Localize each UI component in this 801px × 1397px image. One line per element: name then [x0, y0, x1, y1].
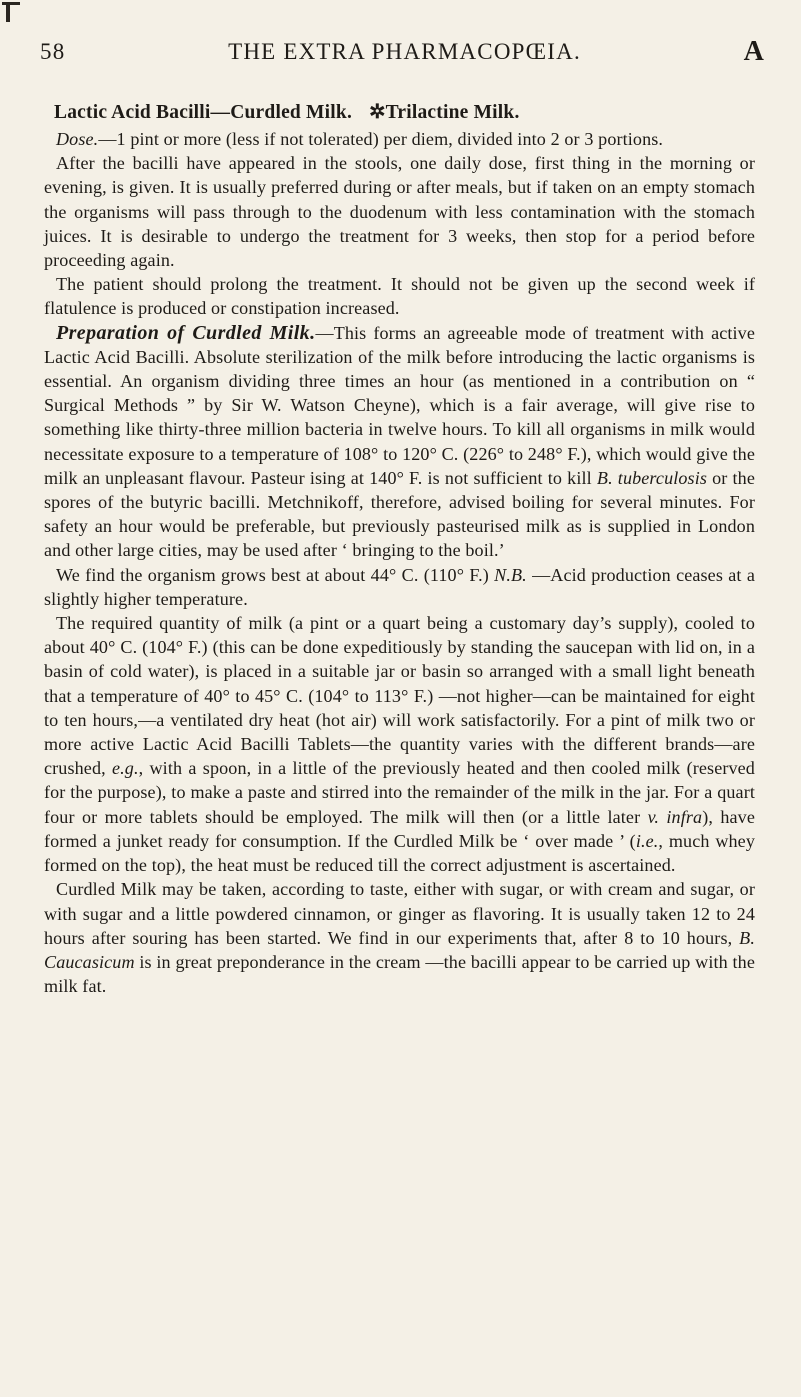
- abbr-ie: i.e.: [635, 830, 659, 851]
- page-corner-mark: [0, 0, 30, 26]
- duration-paragraph: The patient should prolong the treatment. It should not be given up the second week if flatulence is produced or constipation increased.: [44, 274, 755, 319]
- serving-text-b: is in great preponderance in the cream —the bacilli appear to be carried up with the milk fat.: [44, 951, 755, 997]
- running-header: [40, 34, 765, 70]
- dose-text: —1 pint or more (less if not tolerated) per diem, divided into 2 or 3 portions.: [98, 129, 664, 149]
- serving-paragraph: [44, 877, 755, 998]
- nota-bene: N.B.: [494, 564, 527, 585]
- serving-text-a: Curdled Milk may be taken, according to taste, either with sugar, or with cream and sugar, or with sugar and a little powdered cinnamon, or ginger as flavoring. It is usually taken 12 to 24 hours after souring has been started. We find in our experiments that, after 8 to 10 hours,: [44, 879, 755, 948]
- species-tuberculosis: B. tuberculosis: [596, 467, 708, 488]
- temperature-text-b: —Acid production ceases at a slightly higher temperature.: [44, 564, 755, 609]
- running-title: THE EXTRA PHARMACOPŒIA.: [228, 39, 581, 64]
- page-body: [44, 100, 755, 998]
- abbr-eg: e.g.: [112, 758, 139, 779]
- entry-title-main: Lactic Acid Bacilli—Curdled Milk.: [54, 102, 353, 123]
- preparation-heading: Preparation of Curdled Milk.: [56, 321, 316, 344]
- method-text-d: , much whey formed on the top), the heat must be reduced till the correct adjustment is ascertained.: [44, 830, 755, 876]
- section-letter: A: [743, 36, 765, 67]
- page-number: 58: [40, 39, 66, 64]
- method-paragraph: [44, 611, 755, 877]
- method-text-a: The required quantity of milk (a pint or a quart being a customary day’s supply), cooled to about 40° C. (104° F.) (this can be done expeditiously by standing the saucepan with lid on, in a basin of cold water), is placed in a suitable jar or basin so arranged with a small light beneath that a temperature of 40° to 45° C. (104° to 113° F.) —not higher—can be maintained for eight to ten hours,—a ventilated dry heat (hot air) will work satisfactorily. For a pint of milk two or more active Lactic Acid Bacilli Tablets—the quantity varies with the different brands—are crushed,: [44, 613, 755, 779]
- preparation-text-b: or the spores of the butyric bacilli. Metchnikoff, therefore, advised boiling for several minutes. For safety an hour would be preferable, but previously pasteurised milk as is supplied in London and other large cities, may be used after ‘ bringing to the boil.’: [44, 467, 755, 561]
- preparation-text-a: —This forms an agreeable mode of treatment with active Lactic Acid Bacilli. Absolute sterilization of the milk before introducing the lactic organisms is essential. An organism dividing three times an hour (as mentioned in a contribution on “ Surgical Methods ” by Sir W. Watson Cheyne), which is a fair average, will give rise to something like thirty-three million bacteria in twelve hours. To kill all organisms in milk would necessitate exposure to a temperature of 108° to 120° C. (226° to 248° F.), which would give the milk an unpleasant flavour. Pasteur ising at 140° F. is not sufficient to kill: [44, 322, 755, 488]
- method-text-c: ), have formed a junket ready for consumption. If the Curdled Milk be ‘ over made ’ (: [44, 806, 755, 851]
- abbr-v-infra: v. infra: [647, 806, 703, 827]
- preparation-paragraph: [44, 321, 755, 563]
- temperature-text-a: We find the organism grows best at about 44° C. (110° F.): [56, 564, 495, 585]
- dose-paragraph: [44, 127, 755, 151]
- entry-title-preparation: ✲Trilactine Milk.: [369, 102, 520, 123]
- entry-title: [54, 100, 755, 125]
- temperature-paragraph: [44, 563, 755, 611]
- method-text-b: , with a spoon, in a little of the previously heated and then cooled milk (reserved for the purpose), to make a paste and stirred into the remainder of the milk in the jar. For a quart four or more tablets should be employed. The milk will then (or a little later: [44, 758, 755, 827]
- administration-paragraph: After the bacilli have appeared in the stools, one daily dose, first thing in the morning or evening, is given. It is usually preferred during or after meals, but if taken on an empty stomach the organisms will pass through to the duodenum with less contamination with the stomach juices. It is desirable to undergo the treatment for 3 weeks, then stop for a period before proceeding again.: [44, 153, 755, 271]
- species-caucasicum: B. Caucasicum: [44, 927, 755, 972]
- dose-label: Dose.: [56, 129, 99, 149]
